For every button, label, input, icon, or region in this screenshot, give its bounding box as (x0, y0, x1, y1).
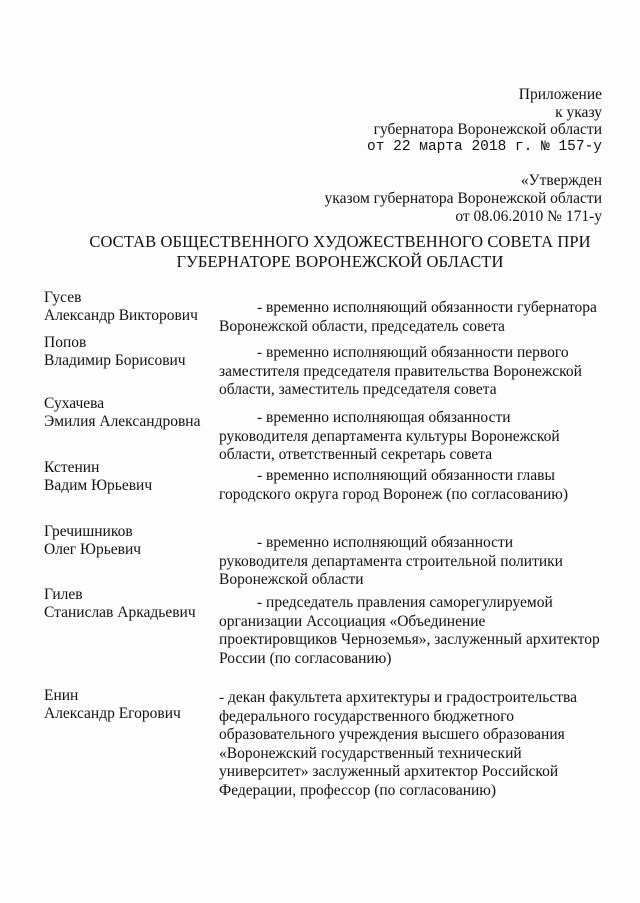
member-role-line: организации Ассоциация «Объединение (219, 612, 486, 630)
member-role (219, 299, 600, 336)
member-role-line: городского округа город Воронеж (по согласованию) (219, 485, 569, 503)
member-role-line: - временно исполняющий обязанности губернатора (257, 299, 597, 316)
member-role-line: - временно исполняющий обязанности главы (257, 467, 555, 484)
member-role (219, 467, 600, 504)
member-role-line: - временно исполняющая обязанности (257, 409, 511, 426)
appendix-decree-ref: к указу (555, 103, 602, 121)
approval-date-number: от 08.06.2010 № 171-у (455, 208, 602, 225)
member-surname: Гилев (44, 586, 83, 603)
member-surname: Попов (44, 334, 87, 351)
member-role-line: - председатель правления саморегулируемой (257, 594, 553, 611)
appendix-header (367, 86, 602, 156)
member-given-names: Владимир Борисович (44, 352, 186, 369)
member-role (219, 534, 600, 590)
member-role-line: России (по согласованию) (219, 649, 392, 667)
member-given-names: Александр Викторович (44, 307, 198, 324)
member-name (44, 523, 219, 559)
member-surname: Гречишников (44, 523, 133, 540)
member-role-line: области, ответственный секретарь совета (219, 446, 493, 463)
member-name (44, 586, 219, 622)
approval-issuer: указом губернатора Воронежской области (324, 190, 602, 207)
member-name (44, 459, 219, 495)
member-role (219, 689, 600, 800)
document-title-line-1: СОСТАВ ОБЩЕСТВЕННОГО ХУДОЖЕСТВЕННОГО СОВЕТА ПРИ (89, 232, 591, 251)
member-role-line: образовательного учреждения высшего образования (219, 726, 565, 743)
appendix-date-number: от 22 марта 2018 г. № 157-у (367, 138, 602, 155)
member-role-line: руководителя департамента строительной политики (219, 552, 563, 570)
appendix-label: Приложение (518, 86, 602, 103)
member-role-line: заместителя председателя правительства Воронежской (219, 362, 582, 380)
member-given-names: Александр Егорович (44, 705, 181, 722)
member-name (44, 395, 219, 431)
member-given-names: Олег Юрьевич (44, 541, 142, 558)
member-given-names: Станислав Аркадьевич (44, 604, 196, 621)
document-title (80, 232, 600, 272)
document-title-line-2: ГУБЕРНАТОРЕ ВОРОНЕЖСКОЙ ОБЛАСТИ (176, 252, 504, 271)
member-role-line: Воронежской области, председатель совета (219, 317, 505, 335)
approval-label: «Утвержден (520, 172, 602, 189)
member-name (44, 289, 219, 325)
member-role-line: университет» заслуженный архитектор Российской (219, 763, 559, 780)
member-given-names: Вадим Юрьевич (44, 477, 153, 494)
member-role-line: проектировщиков Черноземья», заслуженный архитектор (219, 631, 600, 648)
member-role-line: Федерации, профессор (по согласованию) (219, 781, 497, 799)
member-role-line: - временно исполняющий обязанности (257, 534, 514, 551)
member-role (219, 409, 600, 465)
member-surname: Енин (44, 687, 79, 704)
member-role (219, 594, 600, 668)
appendix-issuer: губернатора Воронежской области (373, 121, 602, 138)
member-role-line: «Воронежский государственный технический (219, 744, 522, 762)
member-name (44, 334, 219, 370)
member-surname: Гусев (44, 289, 82, 306)
member-surname: Кстенин (44, 459, 100, 476)
member-surname: Сухачева (44, 395, 105, 412)
member-role-line: - декан факультета архитектуры и градостроительства (219, 689, 577, 706)
member-role (219, 344, 600, 400)
member-role-line: федерального государственного бюджетного (219, 707, 514, 725)
member-role-line: Воронежской области (219, 571, 364, 588)
member-role-line: - временно исполняющий обязанности первого (257, 344, 569, 361)
member-name (44, 687, 219, 723)
member-role-line: области, заместитель председателя совета (219, 381, 497, 398)
member-role-line: руководителя департамента культуры Воронежской (219, 427, 560, 445)
approval-header (325, 172, 602, 226)
member-given-names: Эмилия Александровна (44, 413, 201, 430)
